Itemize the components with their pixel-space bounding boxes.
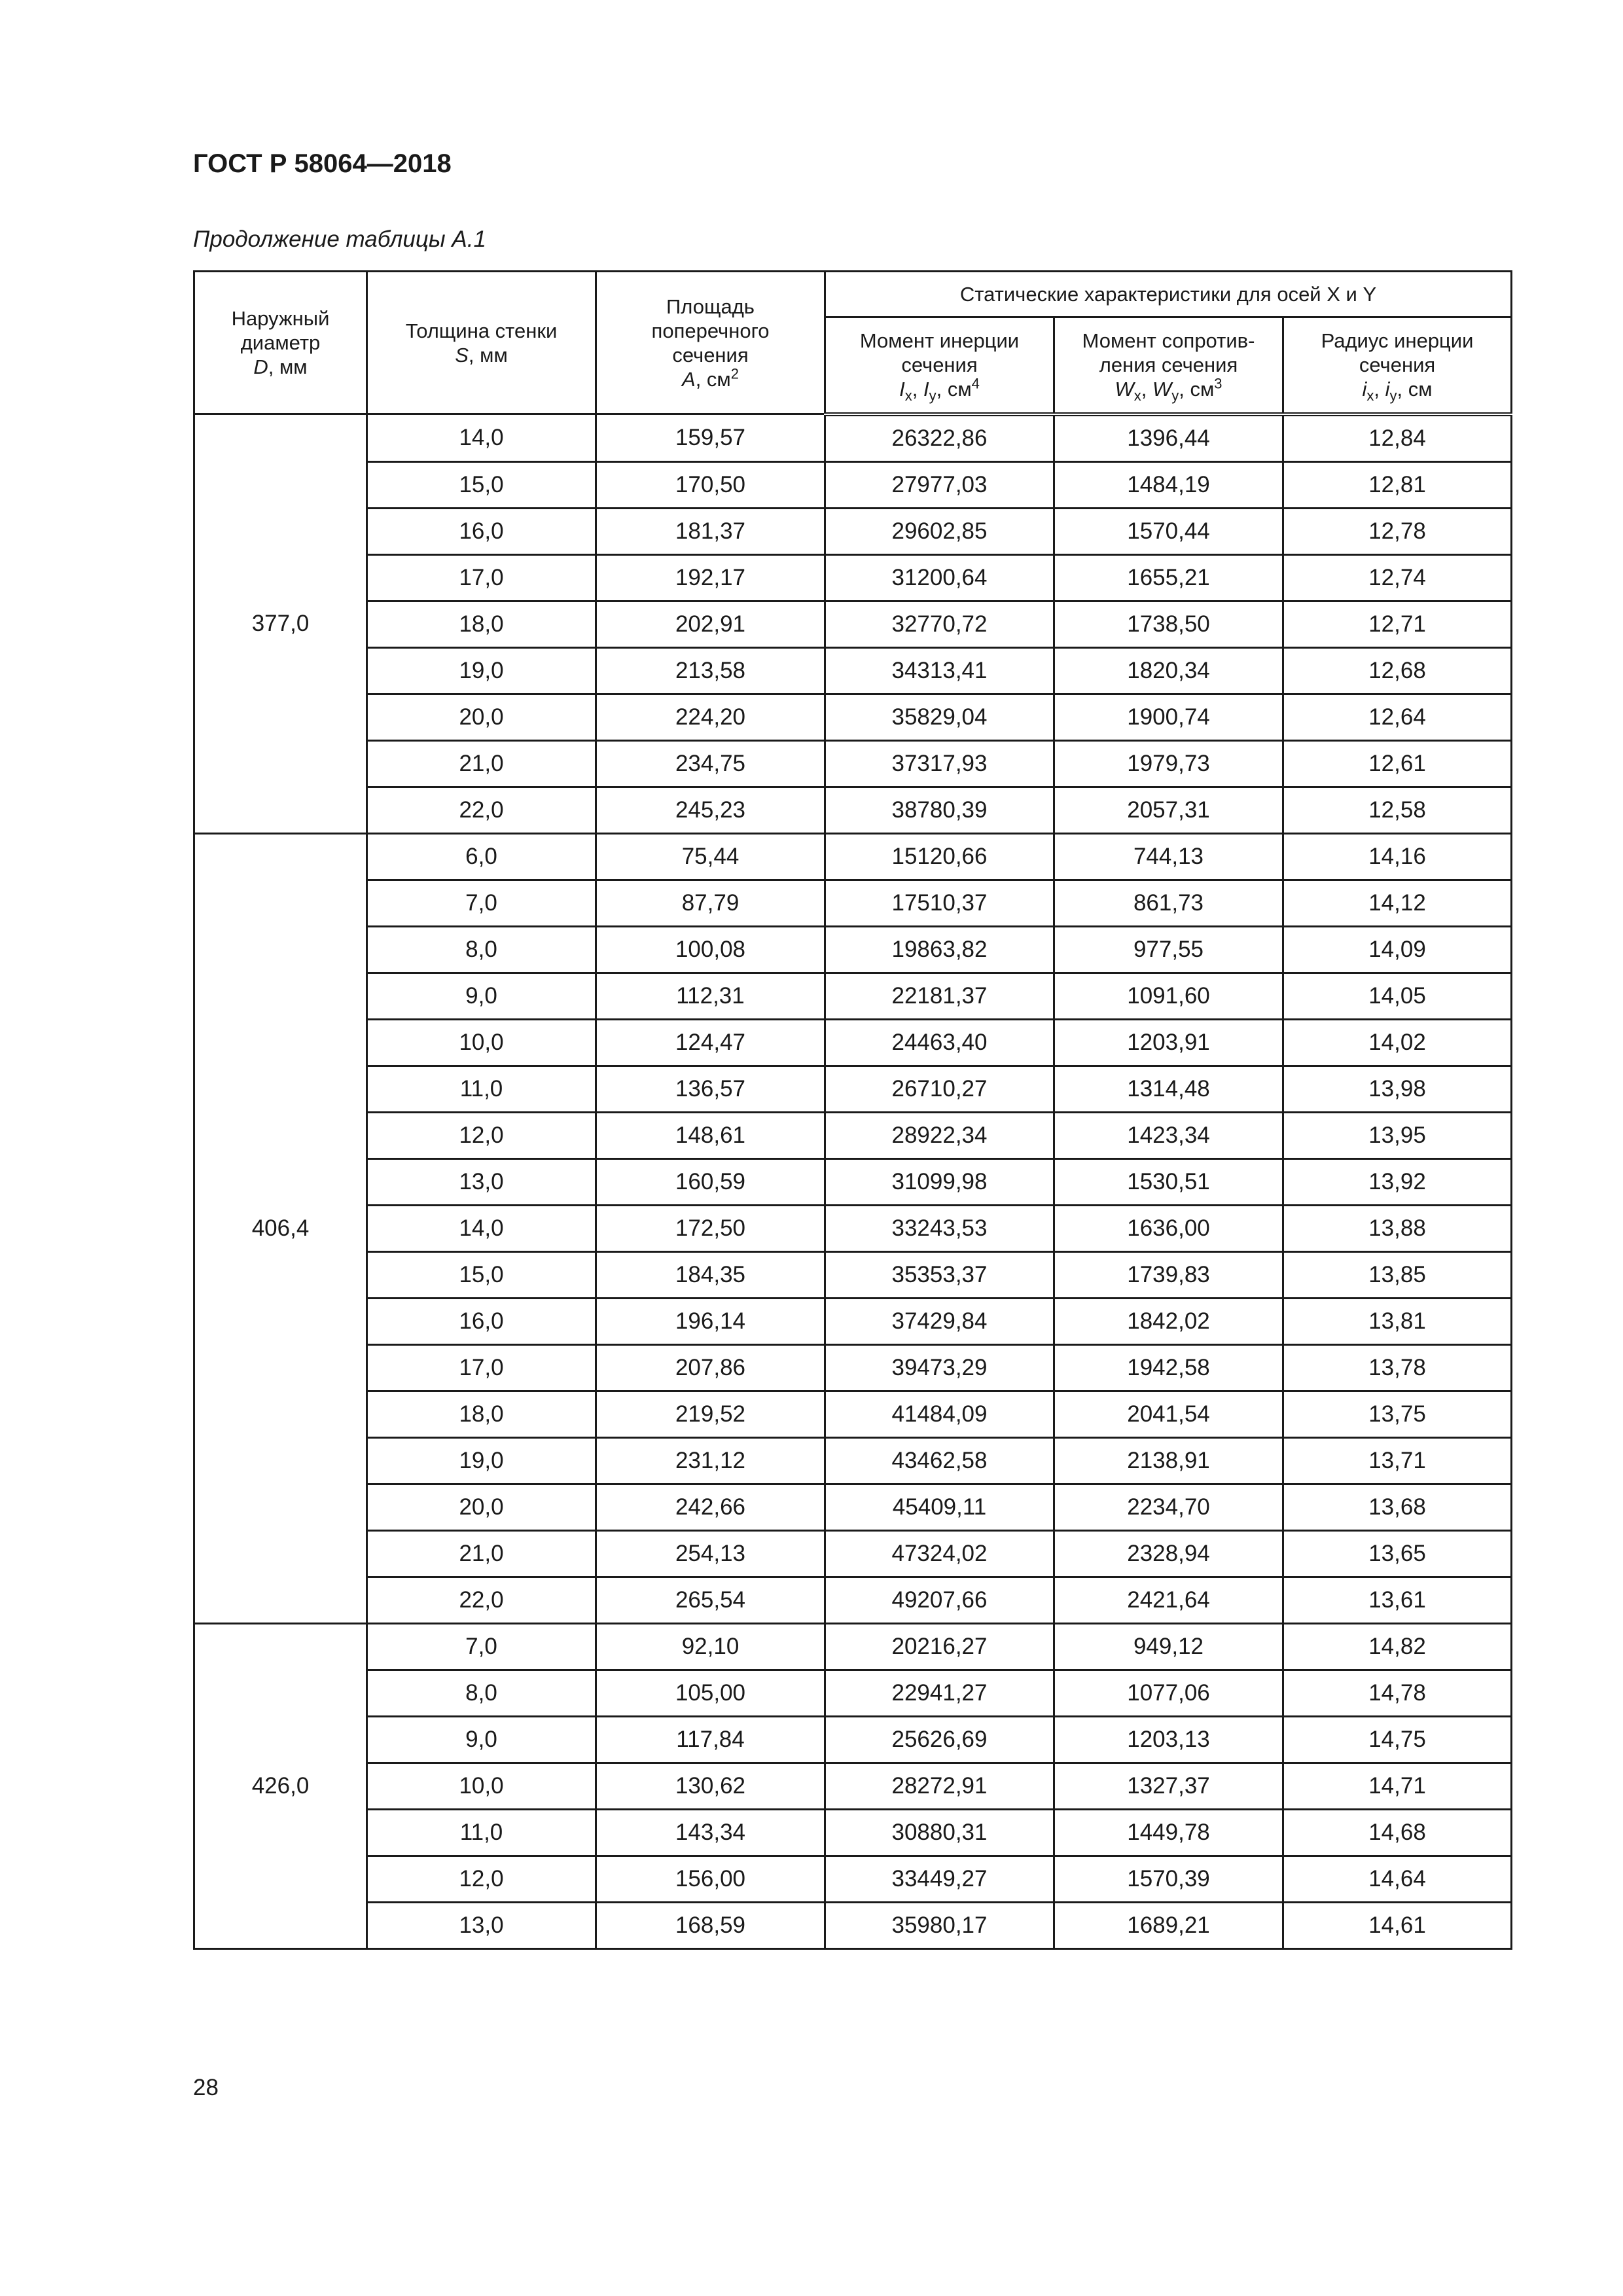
- cell-modulus: 1570,44: [1054, 508, 1283, 554]
- cell-radius: 13,75: [1283, 1391, 1512, 1437]
- cell-area: 130,62: [596, 1763, 825, 1809]
- table-row: [194, 1344, 1512, 1391]
- table-row: [194, 414, 1512, 462]
- cell-thickness: 13,0: [367, 1902, 596, 1948]
- cell-area: 202,91: [596, 601, 825, 647]
- cell-thickness: 19,0: [367, 1437, 596, 1484]
- cell-modulus: 1077,06: [1054, 1670, 1283, 1716]
- cell-inertia: 15120,66: [825, 833, 1054, 880]
- cell-inertia: 33449,27: [825, 1856, 1054, 1902]
- cell-thickness: 16,0: [367, 508, 596, 554]
- cell-area: 254,13: [596, 1530, 825, 1577]
- cell-area: 160,59: [596, 1158, 825, 1205]
- cell-inertia: 37429,84: [825, 1298, 1054, 1344]
- table-row: [194, 1809, 1512, 1856]
- cell-radius: 13,95: [1283, 1112, 1512, 1158]
- cell-inertia: 26710,27: [825, 1066, 1054, 1112]
- cell-radius: 14,02: [1283, 1019, 1512, 1066]
- cell-modulus: 1689,21: [1054, 1902, 1283, 1948]
- cell-modulus: 977,55: [1054, 926, 1283, 973]
- cell-radius: 14,78: [1283, 1670, 1512, 1716]
- cell-area: 245,23: [596, 787, 825, 833]
- table-row: [194, 1158, 1512, 1205]
- cell-radius: 14,61: [1283, 1902, 1512, 1948]
- cell-thickness: 14,0: [367, 1205, 596, 1251]
- table-row: [194, 1763, 1512, 1809]
- cell-area: 143,34: [596, 1809, 825, 1856]
- cell-inertia: 34313,41: [825, 647, 1054, 694]
- cell-radius: 14,64: [1283, 1856, 1512, 1902]
- cell-thickness: 14,0: [367, 414, 596, 462]
- col-header-inertia: Момент инерции сечения $I_x$, $I_y$, $см^4$: [825, 317, 1054, 414]
- cell-thickness: 16,0: [367, 1298, 596, 1344]
- cell-radius: 13,92: [1283, 1158, 1512, 1205]
- cell-radius: 14,09: [1283, 926, 1512, 973]
- cell-area: 224,20: [596, 694, 825, 740]
- cell-modulus: 1820,34: [1054, 647, 1283, 694]
- cell-area: 87,79: [596, 880, 825, 926]
- cell-radius: 12,78: [1283, 508, 1512, 554]
- cell-thickness: 15,0: [367, 1251, 596, 1298]
- cell-radius: 12,74: [1283, 554, 1512, 601]
- cell-modulus: 1396,44: [1054, 414, 1283, 462]
- cell-modulus: 2138,91: [1054, 1437, 1283, 1484]
- col-header-modulus: Момент сопротив- ления сечения $W_x$, $W_y$, $см^3$: [1054, 317, 1283, 414]
- table-row: [194, 647, 1512, 694]
- cell-modulus: 1636,00: [1054, 1205, 1283, 1251]
- cell-area: 170,50: [596, 461, 825, 508]
- cell-area: 181,37: [596, 508, 825, 554]
- cell-thickness: 6,0: [367, 833, 596, 880]
- page-number: 28: [193, 2075, 219, 2100]
- cell-thickness: 9,0: [367, 973, 596, 1019]
- cell-modulus: 1979,73: [1054, 740, 1283, 787]
- cell-thickness: 17,0: [367, 554, 596, 601]
- cell-area: 124,47: [596, 1019, 825, 1066]
- cell-thickness: 10,0: [367, 1019, 596, 1066]
- cell-radius: 12,71: [1283, 601, 1512, 647]
- cell-modulus: 1842,02: [1054, 1298, 1283, 1344]
- cell-inertia: 43462,58: [825, 1437, 1054, 1484]
- cell-thickness: 19,0: [367, 647, 596, 694]
- cell-thickness: 12,0: [367, 1856, 596, 1902]
- cell-diameter: 426,0: [194, 1623, 367, 1948]
- cell-modulus: 1203,13: [1054, 1716, 1283, 1763]
- cell-radius: 12,81: [1283, 461, 1512, 508]
- table-row: [194, 508, 1512, 554]
- cell-radius: 14,12: [1283, 880, 1512, 926]
- cell-inertia: 29602,85: [825, 508, 1054, 554]
- cell-radius: 14,05: [1283, 973, 1512, 1019]
- cell-radius: 12,64: [1283, 694, 1512, 740]
- cell-modulus: 1655,21: [1054, 554, 1283, 601]
- cell-radius: 12,61: [1283, 740, 1512, 787]
- cell-modulus: 1484,19: [1054, 461, 1283, 508]
- cell-radius: 14,71: [1283, 1763, 1512, 1809]
- table-row: [194, 694, 1512, 740]
- table-row: [194, 926, 1512, 973]
- cell-area: 168,59: [596, 1902, 825, 1948]
- cell-radius: 14,82: [1283, 1623, 1512, 1670]
- col-header-radius: Радиус инерции сечения $i_x$, $i_y$, см: [1283, 317, 1512, 414]
- cell-area: 207,86: [596, 1344, 825, 1391]
- cell-radius: 13,81: [1283, 1298, 1512, 1344]
- table-row: [194, 1902, 1512, 1948]
- cell-thickness: 22,0: [367, 1577, 596, 1623]
- cell-inertia: 31200,64: [825, 554, 1054, 601]
- cell-radius: 14,68: [1283, 1809, 1512, 1856]
- cell-area: 172,50: [596, 1205, 825, 1251]
- cell-thickness: 12,0: [367, 1112, 596, 1158]
- cell-area: 219,52: [596, 1391, 825, 1437]
- cell-inertia: 35353,37: [825, 1251, 1054, 1298]
- table-row: [194, 1856, 1512, 1902]
- cell-modulus: 1530,51: [1054, 1158, 1283, 1205]
- cell-inertia: 32770,72: [825, 601, 1054, 647]
- cell-modulus: 861,73: [1054, 880, 1283, 926]
- cell-inertia: 31099,98: [825, 1158, 1054, 1205]
- col-header-area: Площадь поперечного сечения A, $см^2$: [596, 272, 825, 414]
- cell-thickness: 7,0: [367, 880, 596, 926]
- cell-inertia: 47324,02: [825, 1530, 1054, 1577]
- cell-area: 184,35: [596, 1251, 825, 1298]
- cell-area: 105,00: [596, 1670, 825, 1716]
- table-row: [194, 1484, 1512, 1530]
- cell-inertia: 24463,40: [825, 1019, 1054, 1066]
- table-row: [194, 1670, 1512, 1716]
- cell-modulus: 744,13: [1054, 833, 1283, 880]
- cell-modulus: 2041,54: [1054, 1391, 1283, 1437]
- table-row: [194, 1623, 1512, 1670]
- cell-inertia: 38780,39: [825, 787, 1054, 833]
- cell-modulus: 2328,94: [1054, 1530, 1283, 1577]
- cell-radius: 14,75: [1283, 1716, 1512, 1763]
- cell-area: 159,57: [596, 414, 825, 462]
- table-row: [194, 1112, 1512, 1158]
- cell-thickness: 20,0: [367, 694, 596, 740]
- cell-inertia: 45409,11: [825, 1484, 1054, 1530]
- cell-area: 92,10: [596, 1623, 825, 1670]
- cell-area: 242,66: [596, 1484, 825, 1530]
- cell-inertia: 22181,37: [825, 973, 1054, 1019]
- col-header-diameter: Наружный диаметр D, мм: [194, 272, 367, 414]
- cell-inertia: 28922,34: [825, 1112, 1054, 1158]
- cell-thickness: 8,0: [367, 926, 596, 973]
- cell-diameter: 406,4: [194, 833, 367, 1623]
- cell-thickness: 18,0: [367, 1391, 596, 1437]
- cell-radius: 13,98: [1283, 1066, 1512, 1112]
- table-row: [194, 1530, 1512, 1577]
- table-row: [194, 1391, 1512, 1437]
- cell-modulus: 1203,91: [1054, 1019, 1283, 1066]
- cell-inertia: 37317,93: [825, 740, 1054, 787]
- cell-inertia: 27977,03: [825, 461, 1054, 508]
- cell-radius: 13,65: [1283, 1530, 1512, 1577]
- cell-thickness: 21,0: [367, 740, 596, 787]
- cell-inertia: 19863,82: [825, 926, 1054, 973]
- table-row: [194, 1716, 1512, 1763]
- cell-thickness: 11,0: [367, 1066, 596, 1112]
- cell-inertia: 25626,69: [825, 1716, 1054, 1763]
- cell-radius: 13,61: [1283, 1577, 1512, 1623]
- cell-radius: 13,78: [1283, 1344, 1512, 1391]
- cell-inertia: 17510,37: [825, 880, 1054, 926]
- cell-thickness: 13,0: [367, 1158, 596, 1205]
- cell-modulus: 1739,83: [1054, 1251, 1283, 1298]
- cell-area: 265,54: [596, 1577, 825, 1623]
- col-header-thickness: Толщина стенки S, мм: [367, 272, 596, 414]
- cell-thickness: 18,0: [367, 601, 596, 647]
- cell-thickness: 21,0: [367, 1530, 596, 1577]
- cell-radius: 13,85: [1283, 1251, 1512, 1298]
- cell-inertia: 26322,86: [825, 414, 1054, 462]
- cell-radius: 14,16: [1283, 833, 1512, 880]
- cell-area: 234,75: [596, 740, 825, 787]
- table-row: [194, 833, 1512, 880]
- cell-thickness: 11,0: [367, 1809, 596, 1856]
- cell-modulus: 2421,64: [1054, 1577, 1283, 1623]
- table-row: [194, 973, 1512, 1019]
- cell-area: 192,17: [596, 554, 825, 601]
- cell-radius: 12,68: [1283, 647, 1512, 694]
- cell-area: 148,61: [596, 1112, 825, 1158]
- cell-area: 117,84: [596, 1716, 825, 1763]
- cell-modulus: 1091,60: [1054, 973, 1283, 1019]
- cell-modulus: 1942,58: [1054, 1344, 1283, 1391]
- cell-modulus: 1570,39: [1054, 1856, 1283, 1902]
- cell-thickness: 17,0: [367, 1344, 596, 1391]
- table-row: [194, 601, 1512, 647]
- table-row: [194, 1019, 1512, 1066]
- table-row: [194, 1298, 1512, 1344]
- cell-radius: 13,88: [1283, 1205, 1512, 1251]
- cell-modulus: 1738,50: [1054, 601, 1283, 647]
- table-row: [194, 880, 1512, 926]
- cell-modulus: 1449,78: [1054, 1809, 1283, 1856]
- cell-modulus: 2234,70: [1054, 1484, 1283, 1530]
- properties-table: [193, 270, 1512, 1950]
- cell-inertia: 39473,29: [825, 1344, 1054, 1391]
- cell-area: 75,44: [596, 833, 825, 880]
- cell-area: 196,14: [596, 1298, 825, 1344]
- table-row: [194, 1577, 1512, 1623]
- cell-inertia: 49207,66: [825, 1577, 1054, 1623]
- cell-inertia: 28272,91: [825, 1763, 1054, 1809]
- cell-diameter: 377,0: [194, 414, 367, 834]
- table-row: [194, 461, 1512, 508]
- cell-radius: 12,58: [1283, 787, 1512, 833]
- cell-radius: 13,71: [1283, 1437, 1512, 1484]
- cell-area: 156,00: [596, 1856, 825, 1902]
- cell-thickness: 7,0: [367, 1623, 596, 1670]
- cell-inertia: 35980,17: [825, 1902, 1054, 1948]
- cell-thickness: 20,0: [367, 1484, 596, 1530]
- cell-inertia: 41484,09: [825, 1391, 1054, 1437]
- cell-thickness: 22,0: [367, 787, 596, 833]
- cell-modulus: 2057,31: [1054, 787, 1283, 833]
- cell-inertia: 35829,04: [825, 694, 1054, 740]
- table-row: [194, 1066, 1512, 1112]
- cell-radius: 13,68: [1283, 1484, 1512, 1530]
- cell-modulus: 1900,74: [1054, 694, 1283, 740]
- table-caption: Продолжение таблицы А.1: [193, 226, 486, 252]
- table-row: [194, 740, 1512, 787]
- cell-area: 112,31: [596, 973, 825, 1019]
- cell-modulus: 1423,34: [1054, 1112, 1283, 1158]
- cell-inertia: 22941,27: [825, 1670, 1054, 1716]
- cell-area: 100,08: [596, 926, 825, 973]
- cell-modulus: 1314,48: [1054, 1066, 1283, 1112]
- cell-modulus: 1327,37: [1054, 1763, 1283, 1809]
- table-row: [194, 1437, 1512, 1484]
- cell-area: 231,12: [596, 1437, 825, 1484]
- table-row: [194, 1251, 1512, 1298]
- document-header: ГОСТ Р 58064—2018: [193, 149, 452, 178]
- cell-thickness: 10,0: [367, 1763, 596, 1809]
- table-body: [194, 414, 1512, 1949]
- table-row: [194, 1205, 1512, 1251]
- cell-thickness: 15,0: [367, 461, 596, 508]
- cell-area: 136,57: [596, 1066, 825, 1112]
- cell-thickness: 9,0: [367, 1716, 596, 1763]
- cell-thickness: 8,0: [367, 1670, 596, 1716]
- table-row: [194, 554, 1512, 601]
- cell-inertia: 30880,31: [825, 1809, 1054, 1856]
- cell-radius: 12,84: [1283, 414, 1512, 462]
- cell-area: 213,58: [596, 647, 825, 694]
- cell-inertia: 33243,53: [825, 1205, 1054, 1251]
- cell-inertia: 20216,27: [825, 1623, 1054, 1670]
- cell-modulus: 949,12: [1054, 1623, 1283, 1670]
- table-row: [194, 787, 1512, 833]
- col-header-group: Статические характеристики для осей X и Y: [825, 272, 1512, 317]
